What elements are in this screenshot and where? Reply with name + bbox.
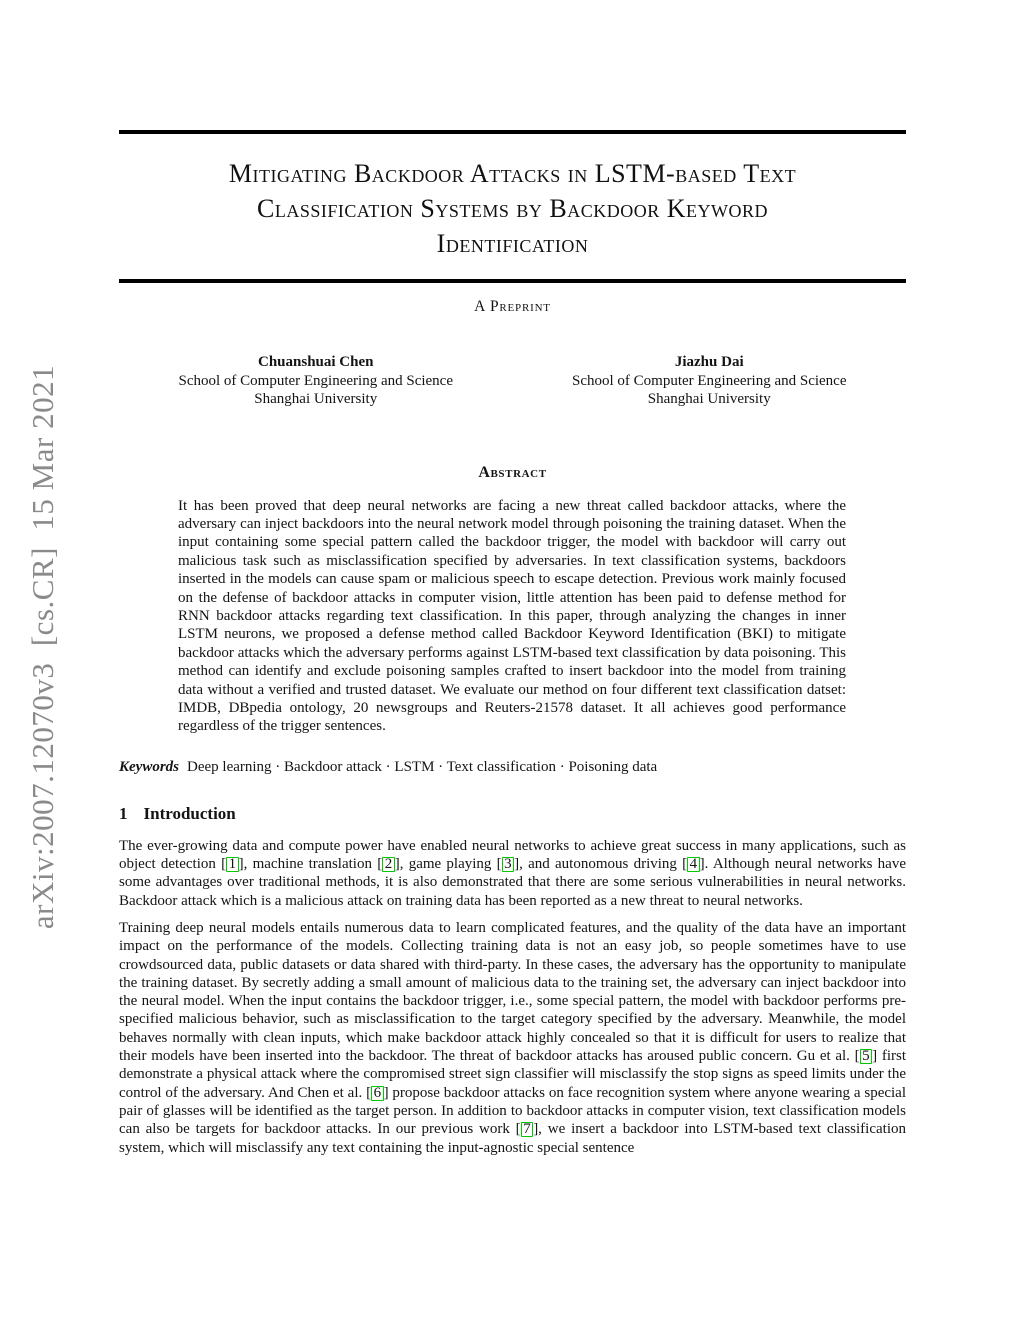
keywords-label: Keywords (119, 758, 179, 775)
citation-link-1[interactable]: 1 (226, 857, 239, 872)
paper-title-line-2: Classification Systems by Backdoor Keyword (257, 194, 768, 223)
section-1-heading (119, 803, 906, 825)
author-1-affiliation: School of Computer Engineering and Science (178, 372, 453, 389)
author-2-university: Shanghai University (647, 391, 771, 407)
intro-paragraph-1: The ever-growing data and compute power have enabled neural networks to achieve great success in many applications, such as object detection [ 1 ], machine translation [ 2 ], game playing [ 3 ], and autonomous driving [ 4 ]. Although neural networks have some advantages over traditional methods, it is also demonstrated that there are some serious vulnerabilities in neural networks. Backdoor attack which is a malicious attack on training data has been reported as a new threat to neural networks. (119, 837, 907, 909)
citation-link-3[interactable]: 3 (502, 857, 515, 872)
keywords-line (119, 758, 906, 777)
author-1 (119, 353, 513, 409)
author-1-university: Shanghai University (254, 391, 378, 407)
abstract-heading: Abstract (478, 463, 547, 481)
paper-title-line-3: Identification (436, 229, 589, 258)
preprint-label: A Preprint (474, 298, 551, 315)
author-2-name: Jiazhu Dai (674, 354, 744, 370)
section-1-number: 1 (119, 803, 128, 823)
paper-title (119, 156, 906, 261)
keywords-text: Deep learning · Backdoor attack · LSTM · Text classification · Poisoning data (187, 758, 658, 775)
author-2-affiliation: School of Computer Engineering and Science (571, 372, 847, 389)
author-2 (513, 353, 907, 409)
citation-link-2[interactable]: 2 (382, 857, 395, 872)
arxiv-sidebar-id: arXiv:2007.12070v3 [cs.CR] 15 Mar 2021 (25, 364, 60, 930)
author-1-name: Chuanshuai Chen (258, 354, 374, 370)
author-block (119, 353, 906, 409)
citation-link-4[interactable]: 4 (687, 857, 700, 872)
paper-content (119, 0, 906, 1157)
citation-link-5[interactable]: 5 (860, 1049, 873, 1064)
title-bottom-rule (119, 279, 906, 283)
citation-link-7[interactable]: 7 (521, 1122, 534, 1137)
top-rule (119, 130, 906, 134)
citation-link-6[interactable]: 6 (371, 1086, 384, 1101)
abstract-text: It has been proved that deep neural networks are facing a new threat called backdoor attacks, where the adversary can inject backdoors into the neural network model through poisoning the training dataset. When the input containing some special pattern called the backdoor trigger, the model with backdoor will carry out malicious task such as misclassification specified by adversaries. In text classification systems, backdoors inserted in the models can cause spam or malicious speech to escape detection. Previous work mainly focused on the defense of backdoor attacks in computer vision, little attention has been paid to defense method for RNN backdoor attacks regarding text classification. In this paper, through analyzing the changes in inner LSTM neurons, we proposed a defense method called Backdoor Keyword Identification (BKI) to mitigate backdoor attacks which the adversary performs against LSTM-based text classification by data poisoning. This method can identify and exclude poisoning samples crafted to insert backdoor into the model from training data without a verified and trusted dataset. We evaluate our method on four different text classification datset: IMDB, DBpedia ontology, 20 newsgroups and Reuters-21578 dataset. It all achieves good performance regardless of the trigger sentences. (178, 497, 846, 735)
paper-title-line-1: Mitigating Backdoor Attacks in LSTM-based Text (228, 159, 797, 188)
intro-paragraph-2: Training deep neural models entails numerous data to learn complicated features, and the quality of the data have an important impact on the performance of the models. Collecting training data is not an easy job, so people sometimes have to use crowdsourced data, public datasets or data shared with third-party. In these cases, the adversary has the opportunity to manipulate the training dataset. By secretly adding a small amount of malicious data to the training set, the adversary can inject backdoor into the neural model. When the input contains the backdoor trigger, i.e., some special pattern, the model with backdoor performs pre-specified malicious behavior, such as misclassification to the target category specified by the adversary. Meanwhile, the model behaves normally with clean inputs, which make backdoor attack highly concealed so that it is difficult for users to realize that their models have been inserted into the backdoor. The threat of backdoor attacks has aroused public concern. Gu et al. [ 5 ] first demonstrate a physical attack where the compromised street sign classifier will misclassify the stop signs as speed limits under the control of the adversary. And Chen et al. [ 6 ] propose backdoor attacks on face recognition system where anyone wearing a special pair of glasses will be identified as the target person. In addition to backdoor attacks in computer vision, text classification models can also be targets for backdoor attacks. In our previous work [ 7 ], we insert a backdoor into LSTM-based text classification system, which will misclassify any text containing the input-agnostic special sentence (119, 919, 907, 1156)
section-1-title: Introduction (143, 803, 236, 823)
